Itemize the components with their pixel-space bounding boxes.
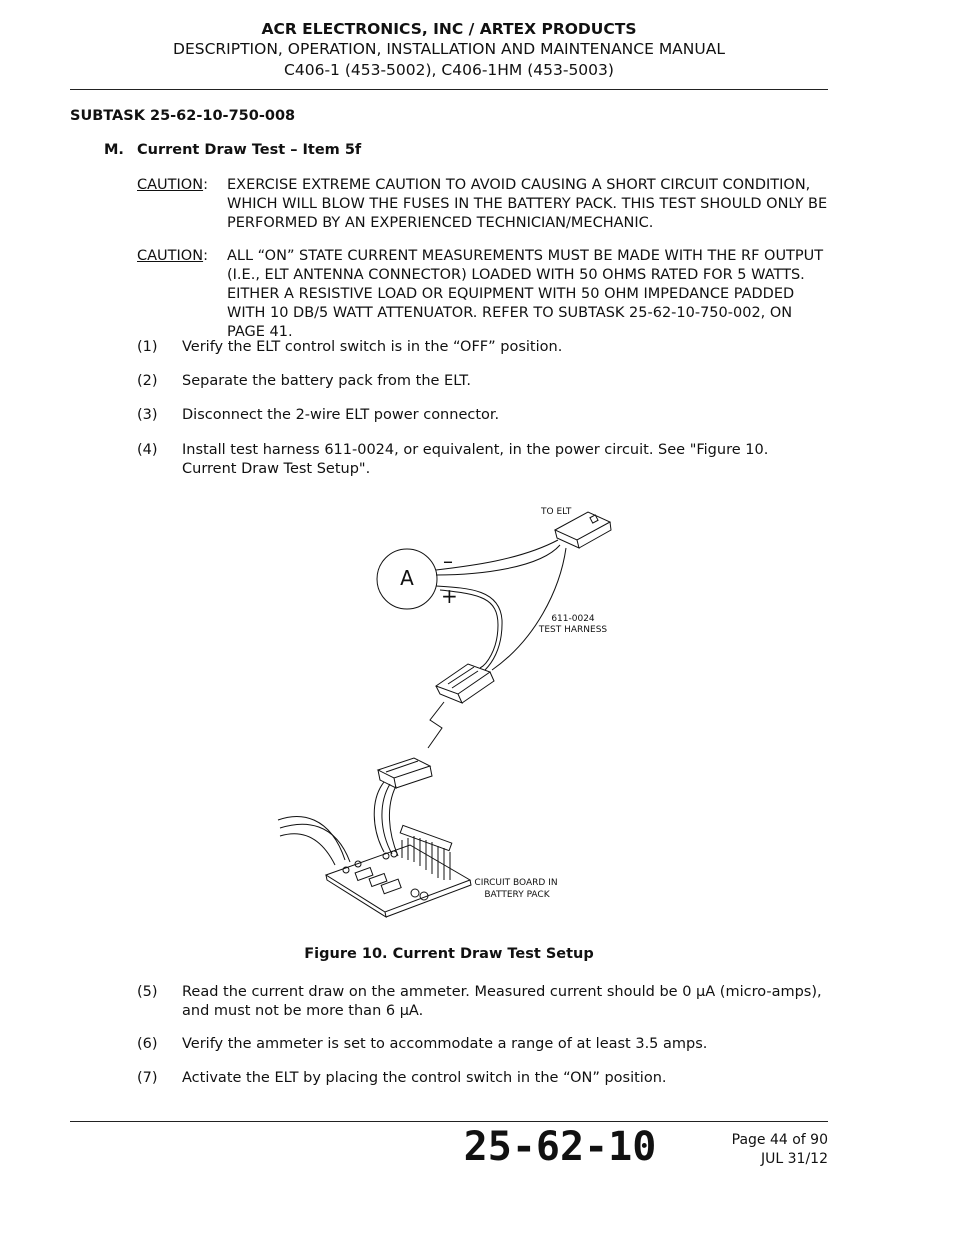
step-6-text: Verify the ammeter is set to accommodate a range of at least 3.5 amps. <box>182 1036 708 1052</box>
harness-label: TEST HARNESS <box>538 625 608 635</box>
plus-terminal-label: + <box>441 584 458 608</box>
subtask-id: SUBTASK 25-62-10-750-008 <box>70 108 296 124</box>
header-company: ACR ELECTRONICS, INC / ARTEX PRODUCTS <box>261 20 637 38</box>
caution-label-text: CAUTION <box>137 177 204 193</box>
step-5-text: Read the current draw on the ammeter. Measured current should be 0 µA (micro-amps), and must not be more than 6 µA. <box>182 984 822 1019</box>
header-models: C406-1 (453-5002), C406-1HM (453-5003) <box>284 61 614 79</box>
board-label-line1: CIRCUIT BOARD IN <box>474 878 558 888</box>
step-1-text: Verify the ELT control switch is in the “OFF” position. <box>182 339 563 355</box>
header-manual-title: DESCRIPTION, OPERATION, INSTALLATION AND MAINTENANCE MANUAL <box>173 40 725 58</box>
step-2-number: (2) <box>137 373 158 389</box>
to-elt-label: TO ELT <box>541 507 572 517</box>
header-rule <box>70 89 828 90</box>
harness-part-number: 611-0024 <box>551 614 595 624</box>
step-7-text: Activate the ELT by placing the control switch in the “ON” position. <box>182 1070 667 1086</box>
caution-1-label <box>137 176 208 195</box>
section-letter: M. <box>104 142 124 158</box>
board-label-line2: BATTERY PACK <box>484 890 550 900</box>
caution-2-label <box>137 247 208 266</box>
caution-label-text: CAUTION <box>137 248 204 264</box>
step-6-number: (6) <box>137 1036 158 1052</box>
current-draw-test-diagram <box>270 495 630 935</box>
caution-1-text: EXERCISE EXTREME CAUTION TO AVOID CAUSING A SHORT CIRCUIT CONDITION, WHICH WILL BLOW THE FUSES IN THE BATTERY PACK. THIS TEST SHOULD ONLY BE PERFORMED BY AN EXPERIENCED TECHNICIAN/MECHANIC. <box>227 177 828 231</box>
step-7-number: (7) <box>137 1070 158 1086</box>
step-2-text: Separate the battery pack from the ELT. <box>182 373 472 389</box>
caution-colon: : <box>203 177 208 193</box>
footer-doc-number: 25-62-10 <box>463 1124 657 1170</box>
step-3-number: (3) <box>137 407 158 423</box>
step-5-number: (5) <box>137 984 158 1000</box>
section-title: Current Draw Test – Item 5f <box>137 142 362 158</box>
step-1-number: (1) <box>137 339 158 355</box>
board-connector <box>378 758 430 778</box>
minus-terminal-label: – <box>443 549 453 573</box>
footer-page: Page 44 of 90 <box>731 1132 828 1148</box>
caution-2-text: ALL “ON” STATE CURRENT MEASUREMENTS MUST BE MADE WITH THE RF OUTPUT (I.E., ELT ANTENNA CONNECTOR) LOADED WITH 50 OHMS RATED FOR 5 WATTS. EITHER A RESISTIVE LOAD OR EQUIPMENT WITH 50 OHM IMPEDANCE PADDED WITH 10 DB/5 WATT ATTENUATOR. REFER TO SUBTASK 25-62-10-750-002, ON PAGE 41. <box>227 248 824 340</box>
step-4-text: Install test harness 611-0024, or equivalent, in the power circuit. See "Figure 10. Current Draw Test Setup". <box>182 442 769 477</box>
ammeter-letter: A <box>400 566 414 590</box>
step-3-text: Disconnect the 2-wire ELT power connector. <box>182 407 500 423</box>
footer-date: JUL 31/12 <box>761 1151 828 1167</box>
caution-colon: : <box>203 248 208 264</box>
figure-caption: Figure 10. Current Draw Test Setup <box>304 946 594 962</box>
step-4-number: (4) <box>137 442 158 458</box>
